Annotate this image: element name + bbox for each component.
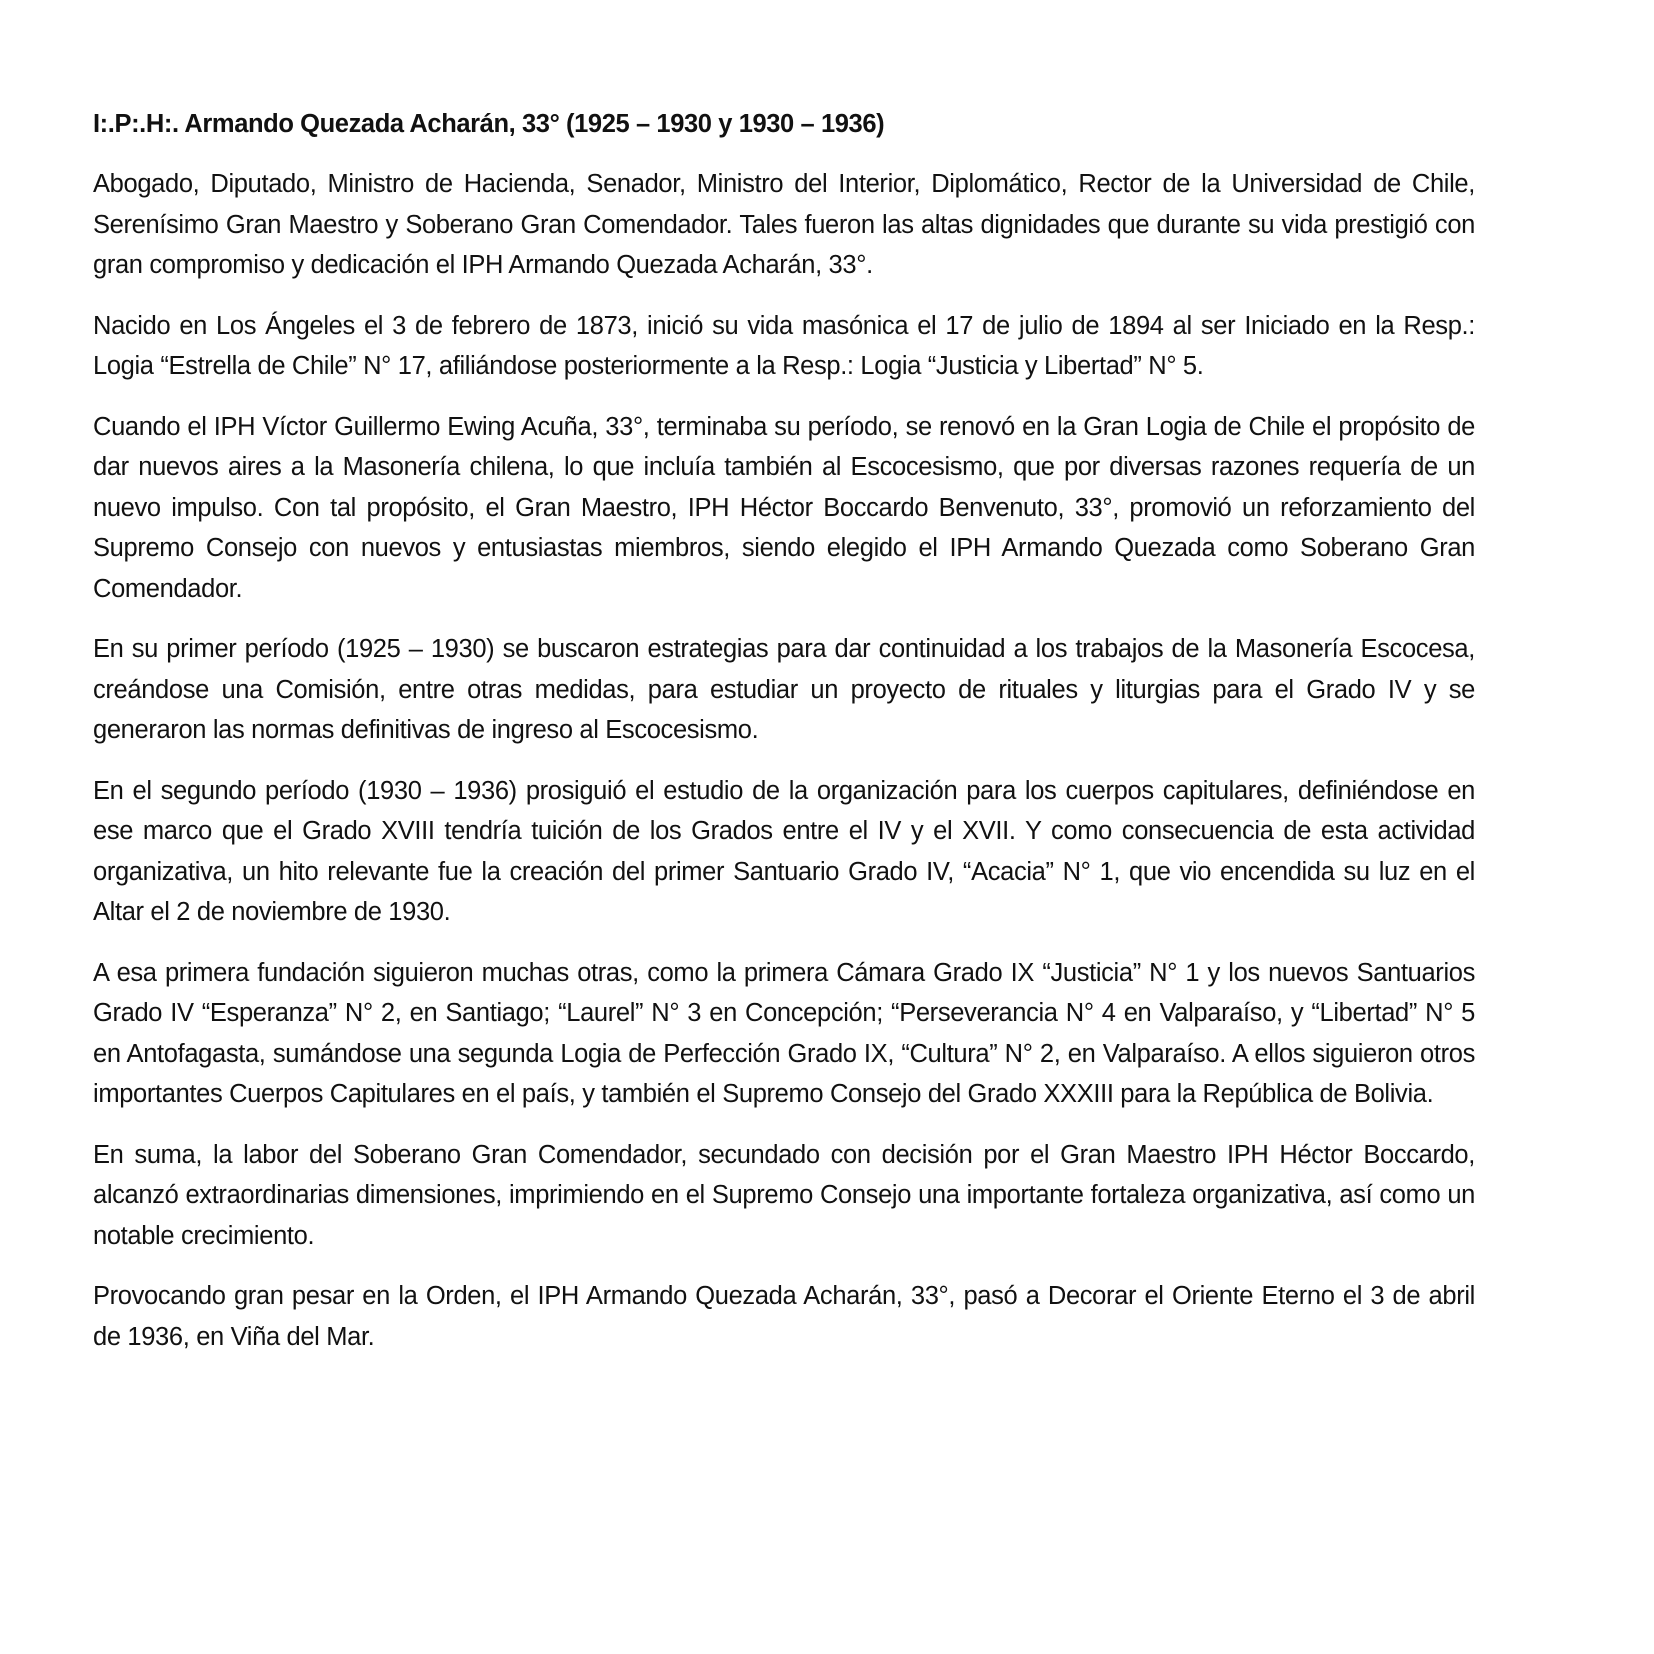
paragraph-death: Provocando gran pesar en la Orden, el IPH Armando Quezada Acharán, 33°, pasó a Decorar el Oriente Eterno el 3 de abril de 1936, en Viña del Mar. [93, 1282, 1475, 1351]
document-title: I:.P:.H:. Armando Quezada Acharán, 33° (1925 – 1930 y 1930 – 1936) [93, 110, 885, 138]
paragraph-dignities: Abogado, Diputado, Ministro de Hacienda, Senador, Ministro del Interior, Diplomático, Rector de la Universidad de Chile, Serenísimo Gran Maestro y Soberano Gran Comendador. Tales fueron las altas dignidades que durante su vida prestigió con gran compromiso y dedicación el IPH Armando Quezada Acharán, 33°. [93, 170, 1475, 279]
paragraph-summary: En suma, la labor del Soberano Gran Comendador, secundado con decisión por el Gran Maestro IPH Héctor Boccardo, alcanzó extraordinarias dimensiones, imprimiendo en el Supremo Consejo una importante fortaleza organizativa, así como un notable crecimiento. [93, 1140, 1475, 1250]
paragraph-foundations: A esa primera fundación siguieron muchas otras, como la primera Cámara Grado IX “Justicia” N° 1 y los nuevos Santuarios Grado IV “Esperanza” N° 2, en Santiago; “Laurel” N° 3 en Concepción; “Perseverancia N° 4 en Valparaíso, y “Libertad” N° 5 en Antofagasta, sumándose una segunda Logia de Perfección Grado IX, “Cultura” N° 2, en Valparaíso. A ellos siguieron otros importantes Cuerpos Capitulares en el país, y también el Supremo Consejo del Grado XXXIII para la República de Bolivia. [93, 958, 1475, 1108]
paragraph-first-period: En su primer período (1925 – 1930) se buscaron estrategias para dar continuidad a los trabajos de la Masonería Escocesa, creándose una Comisión, entre otras medidas, para estudiar un proyecto de rituales y liturgias para el Grado IV y se generaron las normas definitivas de ingreso al Escocesismo. [93, 635, 1475, 744]
paragraph-election: Cuando el IPH Víctor Guillermo Ewing Acuña, 33°, terminaba su período, se renovó en la Gran Logia de Chile el propósito de dar nuevos aires a la Masonería chilena, lo que incluía también al Escocesismo, que por diversas razones requería de un nuevo impulso. Con tal propósito, el Gran Maestro, IPH Héctor Boccardo Benvenuto, 33°, promovió un reforzamiento del Supremo Consejo con nuevos y entusiastas miembros, siendo elegido el IPH Armando Quezada como Soberano Gran Comendador. [93, 412, 1475, 603]
paragraph-second-period: En el segundo período (1930 – 1936) prosiguió el estudio de la organización para los cuerpos capitulares, definiéndose en ese marco que el Grado XVIII tendría tuición de los Grados entre el IV y el XVII. Y como consecuencia de esta actividad organizativa, un hito relevante fue la creación del primer Santuario Grado IV, “Acacia” N° 1, que vio encendida su luz en el Altar el 2 de noviembre de 1930. [93, 776, 1475, 926]
document-page [93, 104, 1475, 1377]
paragraph-birth-initiation: Nacido en Los Ángeles el 3 de febrero de 1873, inició su vida masónica el 17 de julio de 1894 al ser Iniciado en la Resp.: Logia “Estrella de Chile” N° 17, afiliándose posteriormente a la Resp.: Logia “Justicia y Libertad” N° 5. [93, 311, 1475, 380]
